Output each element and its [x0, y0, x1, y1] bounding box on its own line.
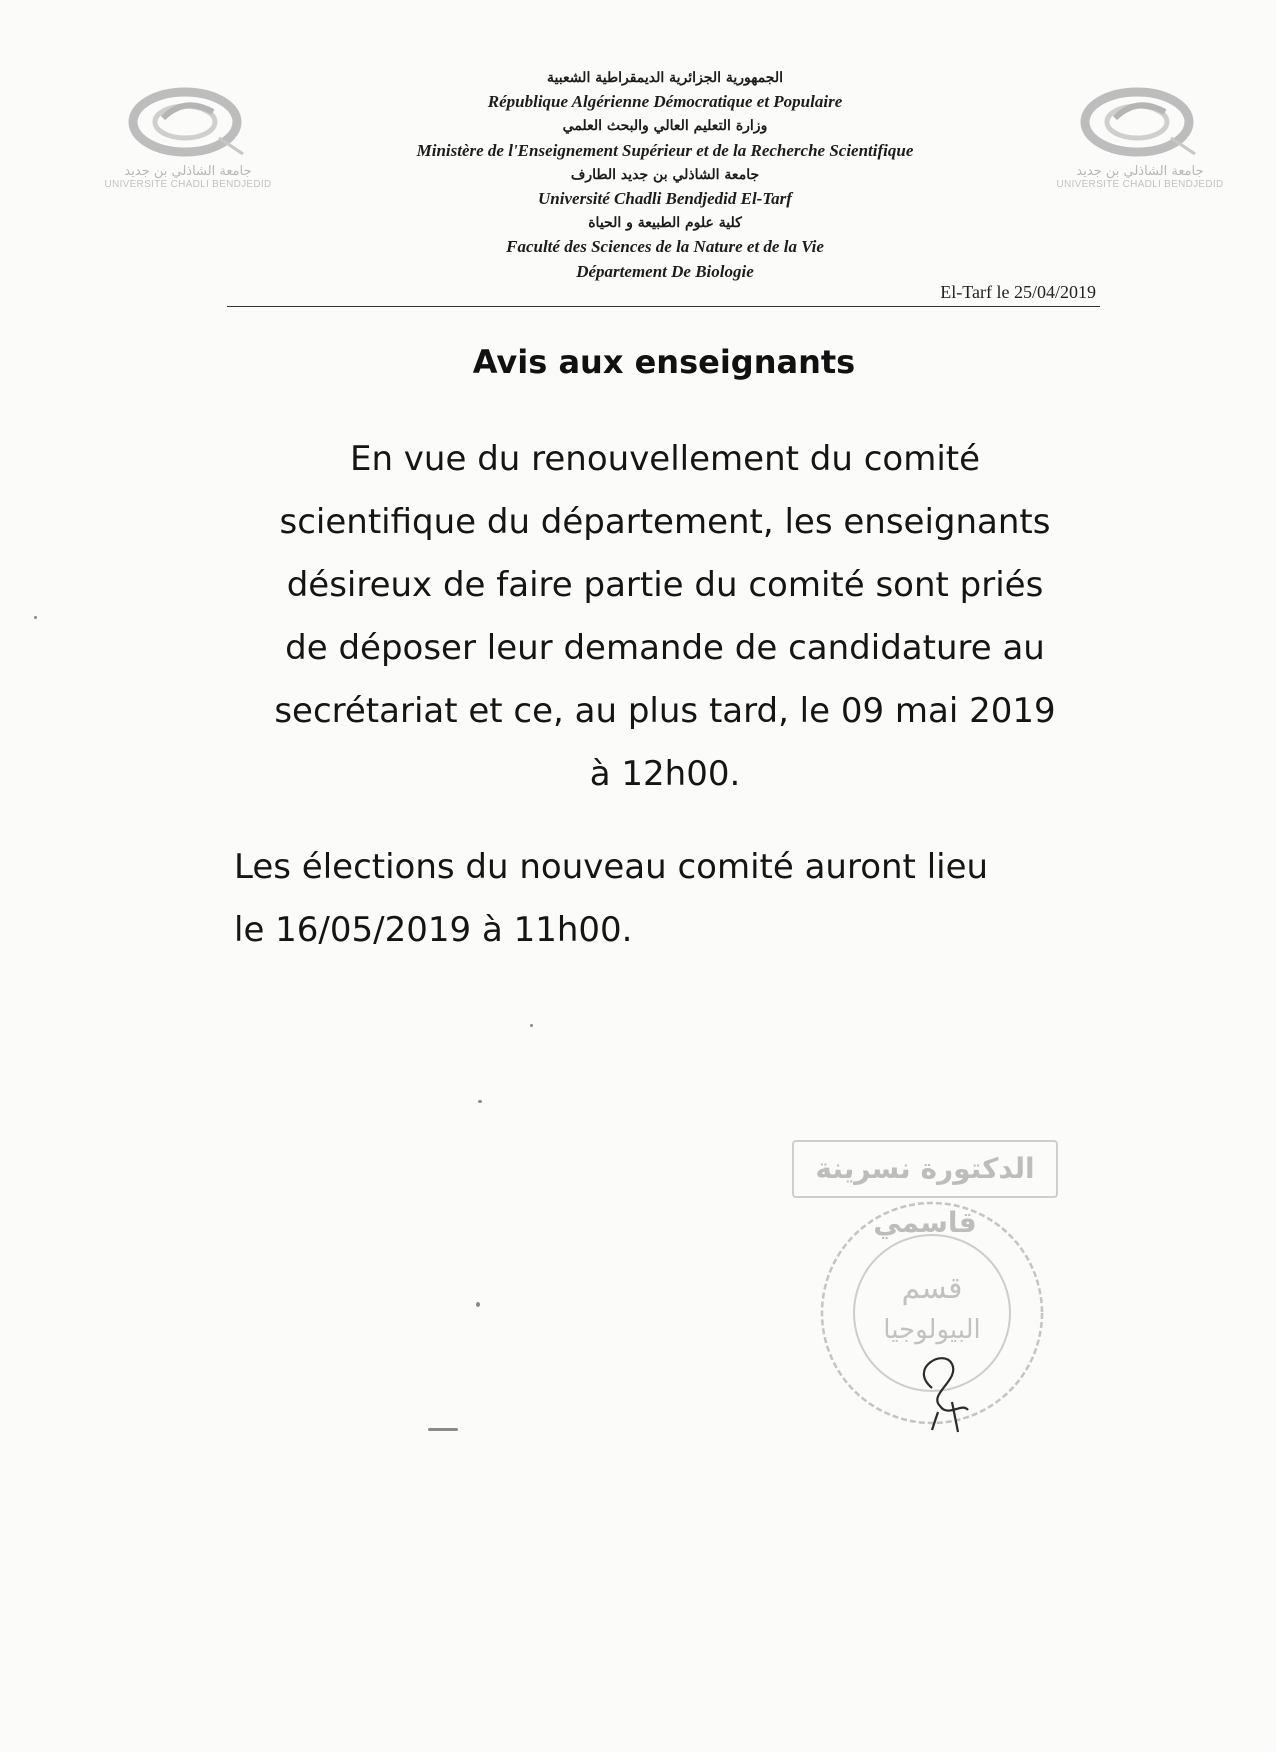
scan-speck — [34, 616, 37, 619]
document-date: El-Tarf le 25/04/2019 — [940, 282, 1096, 302]
signatory-name-stamp: الدكتورة نسرينة قاسمي — [792, 1140, 1058, 1198]
logo-french-caption: UNIVERSITE CHADLI BENDJEDID — [104, 179, 272, 190]
letterhead-university-ar: جامعة الشاذلي بن جديد الطارف — [570, 166, 760, 183]
body-line: scientifique du département, les enseignants — [279, 502, 1051, 542]
header-divider — [227, 306, 1100, 307]
notice-body — [220, 428, 1110, 806]
letterhead-faculty-fr: Faculté des Sciences de la Nature et de la Vie — [506, 237, 824, 257]
scan-speck — [530, 1024, 533, 1027]
university-emblem-icon — [123, 82, 253, 164]
logo-arabic-caption: جامعة الشاذلي بن جديد — [1076, 164, 1204, 179]
seal-text-department: قسم — [901, 1271, 963, 1306]
letterhead-university-fr: Université Chadli Bendjedid El-Tarf — [538, 189, 792, 209]
scan-speck — [428, 1428, 458, 1431]
elections-line: Les élections du nouveau comité auront lieu — [234, 847, 989, 887]
department-seal-icon — [812, 1188, 1062, 1438]
logo-arabic-caption: جامعة الشاذلي بن جديد — [124, 164, 252, 179]
university-logo-left — [88, 82, 288, 202]
letterhead-republic-ar: الجمهورية الجزائرية الديمقراطية الشعبية — [546, 70, 783, 86]
body-line: En vue du renouvellement du comité — [349, 439, 981, 479]
scan-speck — [476, 1302, 480, 1307]
elections-notice — [234, 836, 1114, 962]
letterhead-department: Département De Biologie — [576, 261, 754, 281]
university-emblem-icon — [1075, 82, 1205, 164]
letterhead — [300, 66, 1030, 284]
scan-speck — [478, 1100, 482, 1103]
elections-line: le 16/05/2019 à 11h00. — [234, 910, 633, 950]
body-line: de déposer leur demande de candidature au — [285, 628, 1045, 668]
letterhead-ministry-ar: وزارة التعليم العالي والبحث العلمي — [562, 118, 768, 135]
letterhead-republic-fr: République Algérienne Démocratique et Populaire — [487, 92, 843, 112]
university-logo-right — [1040, 82, 1240, 202]
seal-text-biology: البيولوجيا — [883, 1315, 981, 1345]
letterhead-faculty-ar: كلية علوم الطبيعة و الحياة — [588, 215, 742, 232]
body-line: secrétariat et ce, au plus tard, le 09 mai 2019 — [274, 691, 1056, 731]
logo-french-caption: UNIVERSITE CHADLI BENDJEDID — [1056, 179, 1224, 190]
body-line: désireux de faire partie du comité sont priés — [286, 565, 1044, 605]
body-line: à 12h00. — [589, 754, 741, 794]
letterhead-ministry-fr: Ministère de l'Enseignement Supérieur et de la Recherche Scientifique — [416, 140, 914, 160]
notice-title: Avis aux enseignants — [472, 343, 856, 381]
